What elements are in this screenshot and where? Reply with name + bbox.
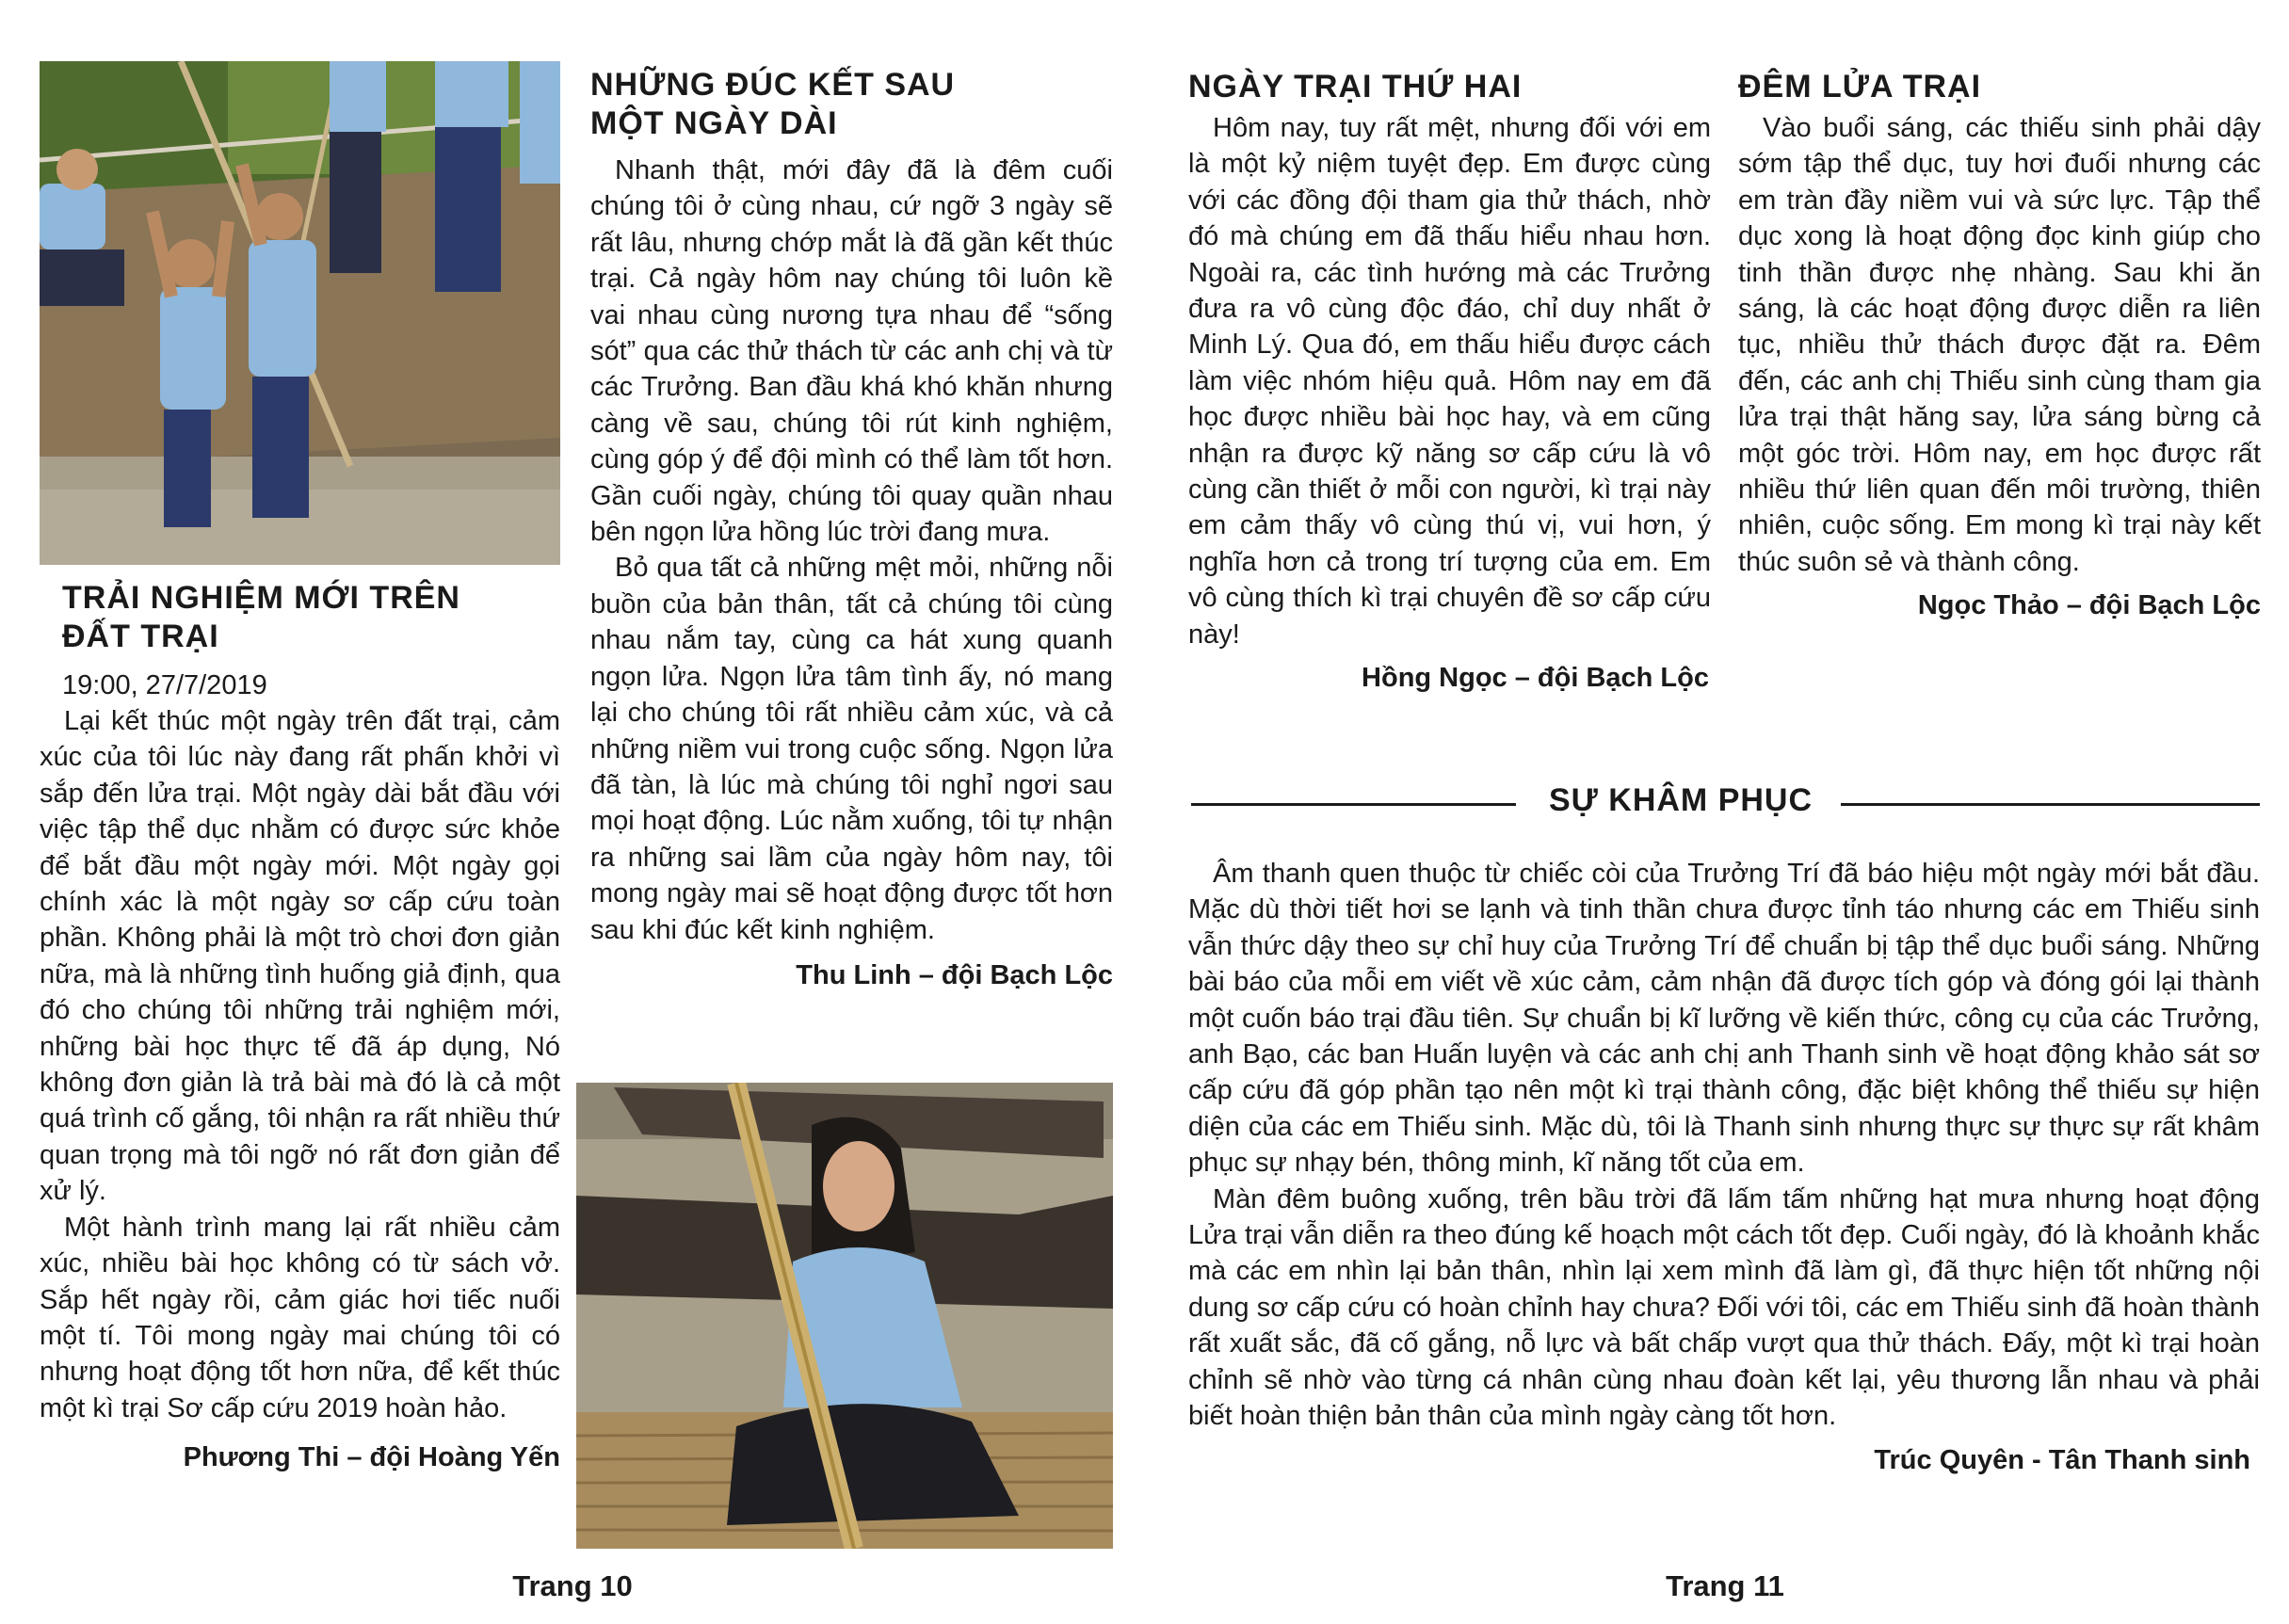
title-line: MỘT NGÀY DÀI: [590, 105, 838, 141]
divider-right: [1841, 803, 2260, 806]
article-paragraph: Vào buổi sáng, các thiếu sinh phải dậy sớm tập thể dục, tuy hơi đuối nhưng các em tràn đầy niềm vui và sức lực. Tập thể dục xong là hoạt động đọc kinh giúp cho tinh thần được nhẹ nhàng. Sau khi ăn sáng, là các hoạt động được diễn ra liên tục, nhiều thử thách được đặt ra. Đêm đến, các anh chị Thiếu sinh cùng tham gia lửa trại thật hăng say, lửa sáng bừng cả một góc trời. Hôm nay, em học được rất nhiều thứ liên quan đến môi trường, thiên nhiên, cuộc sống. Em mong kì trại này kết thúc suôn sẻ và thành công.: [1738, 113, 2261, 577]
page-number-right: Trang 11: [1666, 1569, 1784, 1602]
photo-rope-bridge: [40, 61, 560, 565]
article-paragraph: Âm thanh quen thuộc từ chiếc còi của Trưởng Trí đã báo hiệu một ngày mới bắt đầu. Mặc dù thời tiết hơi se lạnh và tinh thần chưa được tỉnh táo nhưng các em Thiếu sinh vẫn thức dậy theo sự chỉ huy của Trưởng Trí để chuẩn bị tập thể dục buổi sáng. Những bài báo của mỗi em viết về xúc cảm, cảm nhận đã được tích góp và đóng gói lại thành một cuốn báo trại đầu tiên. Sự chuẩn bị kĩ lưỡng về kiến thức, công cụ của các Trưởng, anh Bạo, các ban Huấn luyện và các anh chị anh Thanh sinh về hoạt động khảo sát sơ cấp cứu đã góp phần tạo nên một kì trại thành công, đặc biệt không thể thiếu sự hiện diện của các em Thiếu sinh. Mặc dù, tôi là Thanh sinh nhưng thực sự thực sự rất khâm phục sự nhạy bén, thông minh, kĩ năng tốt của em.: [1188, 859, 2260, 1179]
article-paragraph: Hôm nay, tuy rất mệt, nhưng đối với em là một kỷ niệm tuyệt đẹp. Em được cùng với các đồng đội tham gia thử thách, nhờ đó mà chúng em đã thấu hiểu nhau hơn. Ngoài ra, các tình hướng mà các Trưởng đưa ra vô cùng độc đáo, chỉ duy nhất ở Minh Lý. Qua đó, em thấu hiểu được cách làm việc nhóm hiệu quả. Hôm nay em đã học được nhiều bài học hay, và em cũng nhận ra được kỹ năng sơ cấp cứu là vô cùng cần thiết ở mỗi con người, kì trại này em cảm thấy vô cùng thú vị, vui hơn, ý nghĩa hơn cả trong trí tượng của em. Em vô cùng thích kì trại chuyên đề sơ cấp cứu này!: [1188, 113, 1711, 650]
article-paragraph: Bỏ qua tất cả những mệt mỏi, những nỗi buồn của bản thân, tất cả chúng tôi cùng nhau nắm tay, cùng ca hát xung quanh ngọn lửa. Ngọn lửa tâm tình ấy, nó mang lại cho chúng tôi rất nhiều cảm xúc, và cả những niềm vui trong cuộc sống. Ngọn lửa đã tàn, là lúc mà chúng tôi nghỉ ngơi sau mọi hoạt động. Lúc nằm xuống, tôi tự nhận ra những sai lầm của ngày hôm nay, tôi mong ngày mai sẽ hoạt động được tốt hơn sau khi đúc kết kinh nghiệm.: [590, 553, 1113, 945]
article-title: ĐÊM LỬA TRẠI: [1738, 69, 1982, 105]
article-signature: Phương Thi – đội Hoàng Yến: [183, 1442, 560, 1473]
article-dem-lua-trai: [1738, 68, 2261, 623]
divider-left: [1191, 803, 1516, 806]
page-number-left: Trang 10: [512, 1569, 633, 1602]
article-paragraph: Nhanh thật, mới đây đã là đêm cuối chúng tôi ở cùng nhau, cứ ngỡ 3 ngày sẽ rất lâu, nhưng chớp mắt là đã gần kết thúc trại. Cả ngày hôm nay chúng tôi luôn kề vai nhau cùng nương tựa nhau để “sống sót” qua các thử thách từ các anh chị và từ các Trưởng. Ban đầu khá khó khăn nhưng càng về sau, chúng tôi rút kinh nghiệm, cùng góp ý để đội mình có thể làm tốt hơn. Gần cuối ngày, chúng tôi quay quần nhau bên ngọn lửa hồng lúc trời đang mưa.: [590, 155, 1113, 548]
article-signature: Trúc Quyên - Tân Thanh sinh: [1874, 1444, 2250, 1475]
article-ngay-trai-thu-hai: [1188, 68, 1711, 696]
article-signature: Hồng Ngọc – đội Bạch Lộc: [1362, 663, 1709, 694]
article-trai-nghiem: [40, 579, 560, 1475]
article-paragraph: Một hành trình mang lại rất nhiều cảm xúc, nhiều bài học không có từ sách vở. Sắp hết ngày rồi, cảm giác hơi tiếc nuối một tí. Tôi mong ngày mai chúng tôi có nhưng hoạt động tốt hơn nữa, để kết thúc một kì trại Sơ cấp cứu 2019 hoàn hảo.: [40, 1212, 560, 1423]
article-paragraph: Lại kết thúc một ngày trên đất trại, cảm xúc của tôi lúc này đang rất phấn khởi vì sắp đến lửa trại. Một ngày dài bắt đầu với việc tập thể dục nhằm có được sức khỏe để bắt đầu một ngày mới. Một ngày gọi chính xác là một ngày sơ cấp cứu toàn phần. Không phải là một trò chơi đơn giản nữa, mà là những tình huống giả định, qua đó cho chúng tôi những trải nghiệm mới, những bài học thực tế đã áp dụng, Nó không đơn giản là trả bài mà đó là cả một quá trình cố gắng, tôi nhận ra rất nhiều thứ quan trọng mà tôi ngỡ nó rất đơn giản để xử lý.: [40, 706, 560, 1207]
article-title: [40, 579, 560, 656]
photo-girl-bamboo-raft: [576, 1083, 1113, 1549]
title-line: ĐẤT TRẠI: [62, 619, 219, 654]
article-date: 19:00, 27/7/2019: [62, 670, 267, 700]
article-signature: Thu Linh – đội Bạch Lộc: [796, 959, 1113, 990]
article-title: [590, 66, 1113, 143]
article-duc-ket: [590, 66, 1113, 993]
title-line: TRẢI NGHIỆM MỚI TRÊN: [62, 580, 460, 616]
title-line: NHỮNG ĐÚC KẾT SAU: [590, 67, 956, 103]
article-paragraph: Màn đêm buông xuống, trên bầu trời đã lấm tấm những hạt mưa nhưng hoạt động Lửa trại vẫn diễn ra theo đúng kế hoạch một cách tốt đẹp. Cuối ngày, đó là khoảnh khắc mà các em nhìn lại bản thân, nhìn lại xem mình đã làm gì, đã thực hiện tốt những nội dung sơ cấp cứu có hoàn chỉnh hay chưa? Đối với tôi, các em Thiếu sinh đã hoàn thành rất xuất sắc, đã cố gắng, nỗ lực và bất chấp vượt qua thử thách. Đấy, một kì trại hoàn chỉnh sẽ nhờ vào từng cá nhân cùng nhau đoàn kết lại, yêu thương lẫn nhau và phải biết hoàn thiện bản thân của mình ngày càng tốt hơn.: [1188, 1183, 2260, 1432]
section-title-su-kham-phuc: SỰ KHÂM PHỤC: [1548, 782, 1813, 818]
article-su-kham-phuc: [1188, 856, 2260, 1478]
article-signature: Ngọc Thảo – đội Bạch Lộc: [1917, 590, 2261, 621]
article-title: NGÀY TRẠI THỨ HAI: [1188, 69, 1523, 105]
